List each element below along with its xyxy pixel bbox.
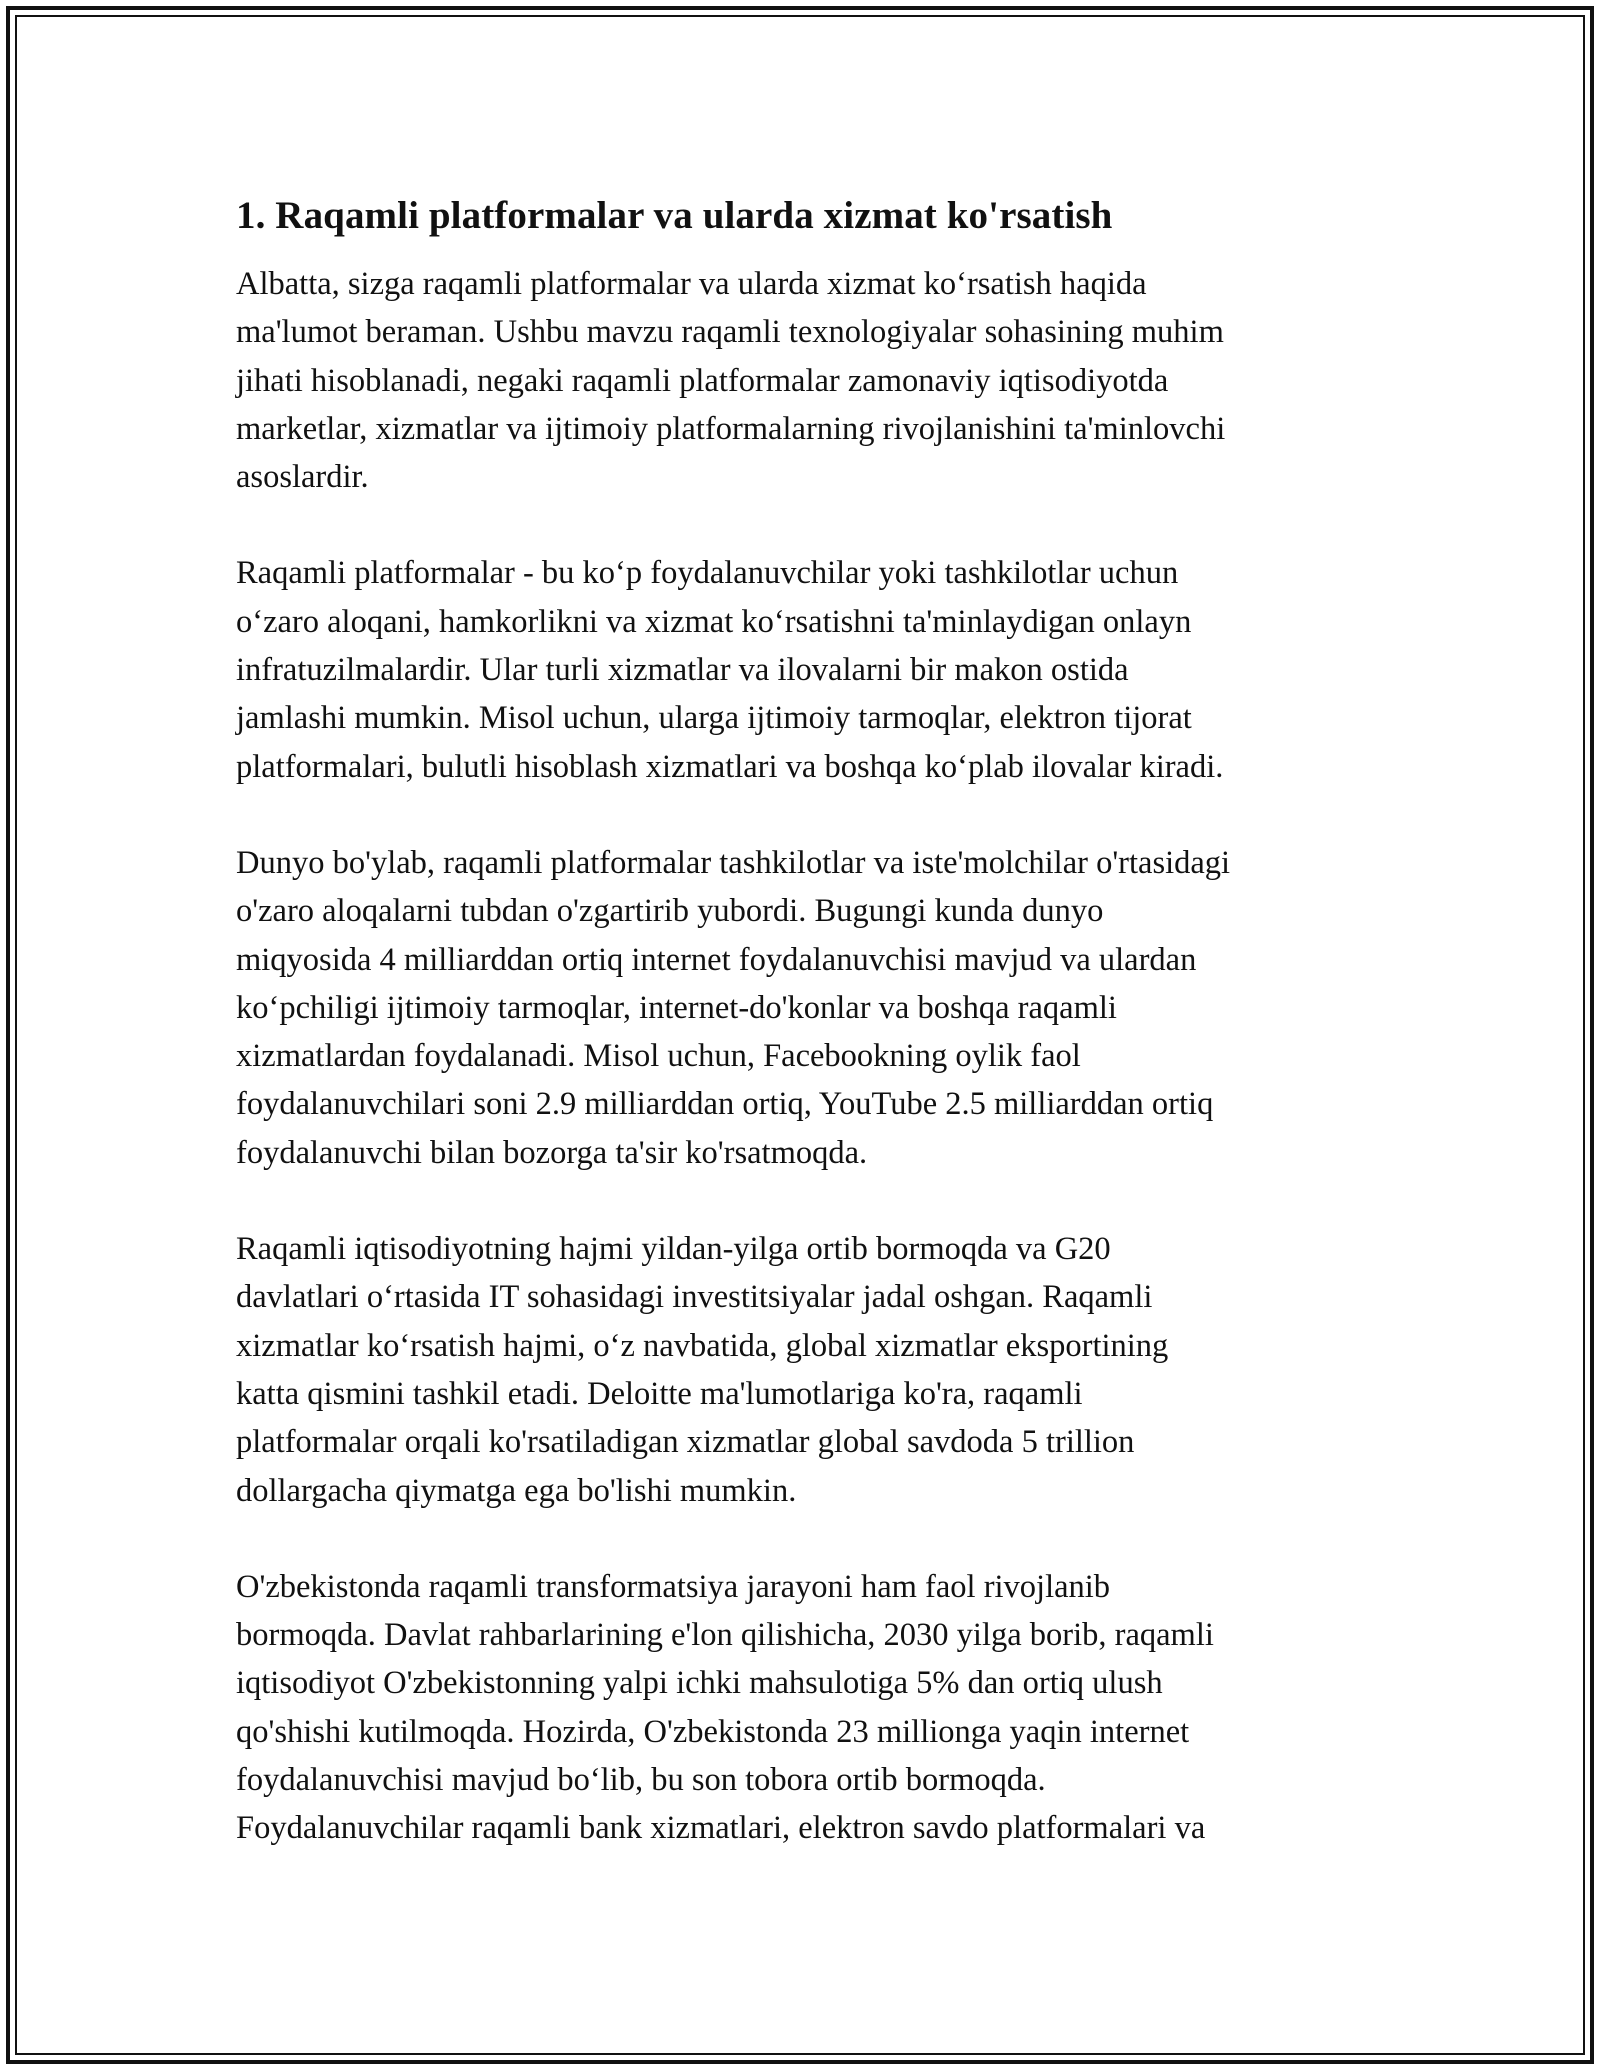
- paragraph-line: o'zaro aloqalarni tubdan o'zgartirib yubordi. Bugungi kunda dunyo: [236, 893, 1104, 930]
- paragraph: [236, 260, 1376, 501]
- paragraph-line: xizmatlar koʻrsatish hajmi, oʻz navbatida, global xizmatlar eksportining: [236, 1327, 1169, 1364]
- paragraph-line: koʻpchiligi ijtimoiy tarmoqlar, internet-do'konlar va boshqa raqamli: [236, 989, 1117, 1026]
- paragraph-line: Raqamli iqtisodiyotning hajmi yildan-yilga ortib bormoqda va G20: [236, 1231, 1111, 1268]
- paragraph-list: [236, 260, 1376, 1853]
- paragraph: [236, 1563, 1376, 1853]
- paragraph-line: iqtisodiyot O'zbekistonning yalpi ichki mahsulotiga 5% dan ortiq ulush: [236, 1665, 1163, 1702]
- paragraph: [236, 1225, 1376, 1515]
- paragraph-line: jamlashi mumkin. Misol uchun, ularga ijtimoiy tarmoqlar, elektron tijorat: [236, 700, 1192, 737]
- paragraph: [236, 549, 1376, 790]
- paragraph-line: platformalar orqali ko'rsatiladigan xizmatlar global savdoda 5 trillion: [236, 1424, 1135, 1461]
- paragraph-line: miqyosida 4 milliarddan ortiq internet foydalanuvchisi mavjud va ulardan: [236, 941, 1197, 978]
- paragraph-line: xizmatlardan foydalanadi. Misol uchun, Facebookning oylik faol: [236, 1038, 1081, 1075]
- paragraph-line: qo'shishi kutilmoqda. Hozirda, O'zbekistonda 23 millionga yaqin internet: [236, 1713, 1190, 1750]
- paragraph-line: Albatta, sizga raqamli platformalar va ularda xizmat koʻrsatish haqida: [236, 266, 1147, 302]
- paragraph-line: platformalari, bulutli hisoblash xizmatlari va boshqa koʻplab ilovalar kiradi.: [236, 748, 1224, 785]
- paragraph-line: Dunyo bo'ylab, raqamli platformalar tashkilotlar va iste'molchilar o'rtasidagi: [236, 844, 1231, 881]
- paragraph-line: foydalanuvchi bilan bozorga ta'sir ko'rsatmoqda.: [236, 1134, 868, 1171]
- paragraph-line: oʻzaro aloqani, hamkorlikni va xizmat koʻrsatishni ta'minlaydigan onlayn: [236, 603, 1192, 640]
- paragraph-line: bormoqda. Davlat rahbarlarining e'lon qilishicha, 2030 yilga borib, raqamli: [236, 1617, 1214, 1654]
- paragraph-line: asoslardir.: [236, 459, 369, 496]
- paragraph: [236, 839, 1376, 1177]
- paragraph-line: ma'lumot beraman. Ushbu mavzu raqamli texnologiyalar sohasining muhim: [236, 314, 1224, 351]
- paragraph-line: Raqamli platformalar - bu koʻp foydalanuvchilar yoki tashkilotlar uchun: [236, 555, 1179, 592]
- paragraph-line: foydalanuvchilari soni 2.9 milliarddan ortiq, YouTube 2.5 milliarddan ortiq: [236, 1086, 1214, 1123]
- document-body: [236, 190, 1376, 1901]
- section-heading: 1. Raqamli platformalar va ularda xizmat ko'rsatish: [236, 194, 1113, 237]
- paragraph-line: O'zbekistonda raqamli transformatsiya jarayoni ham faol rivojlanib: [236, 1568, 1111, 1605]
- paragraph-line: jihati hisoblanadi, negaki raqamli platformalar zamonaviy iqtisodiyotda: [236, 362, 1169, 399]
- paragraph-line: foydalanuvchisi mavjud boʻlib, bu son tobora ortib bormoqda.: [236, 1762, 1046, 1799]
- paragraph-line: katta qismini tashkil etadi. Deloitte ma'lumotlariga ko'ra, raqamli: [236, 1375, 1083, 1412]
- paragraph-line: dollargacha qiymatga ega bo'lishi mumkin.: [236, 1472, 797, 1509]
- paragraph-line: marketlar, xizmatlar va ijtimoiy platformalarning rivojlanishini ta'minlovchi: [236, 410, 1226, 447]
- paragraph-line: infratuzilmalardir. Ular turli xizmatlar va ilovalarni bir makon ostida: [236, 652, 1129, 689]
- paragraph-line: Foydalanuvchilar raqamli bank xizmatlari, elektron savdo platformalari va: [236, 1810, 1206, 1847]
- paragraph-line: davlatlari oʻrtasida IT sohasidagi investitsiyalar jadal oshgan. Raqamli: [236, 1279, 1153, 1316]
